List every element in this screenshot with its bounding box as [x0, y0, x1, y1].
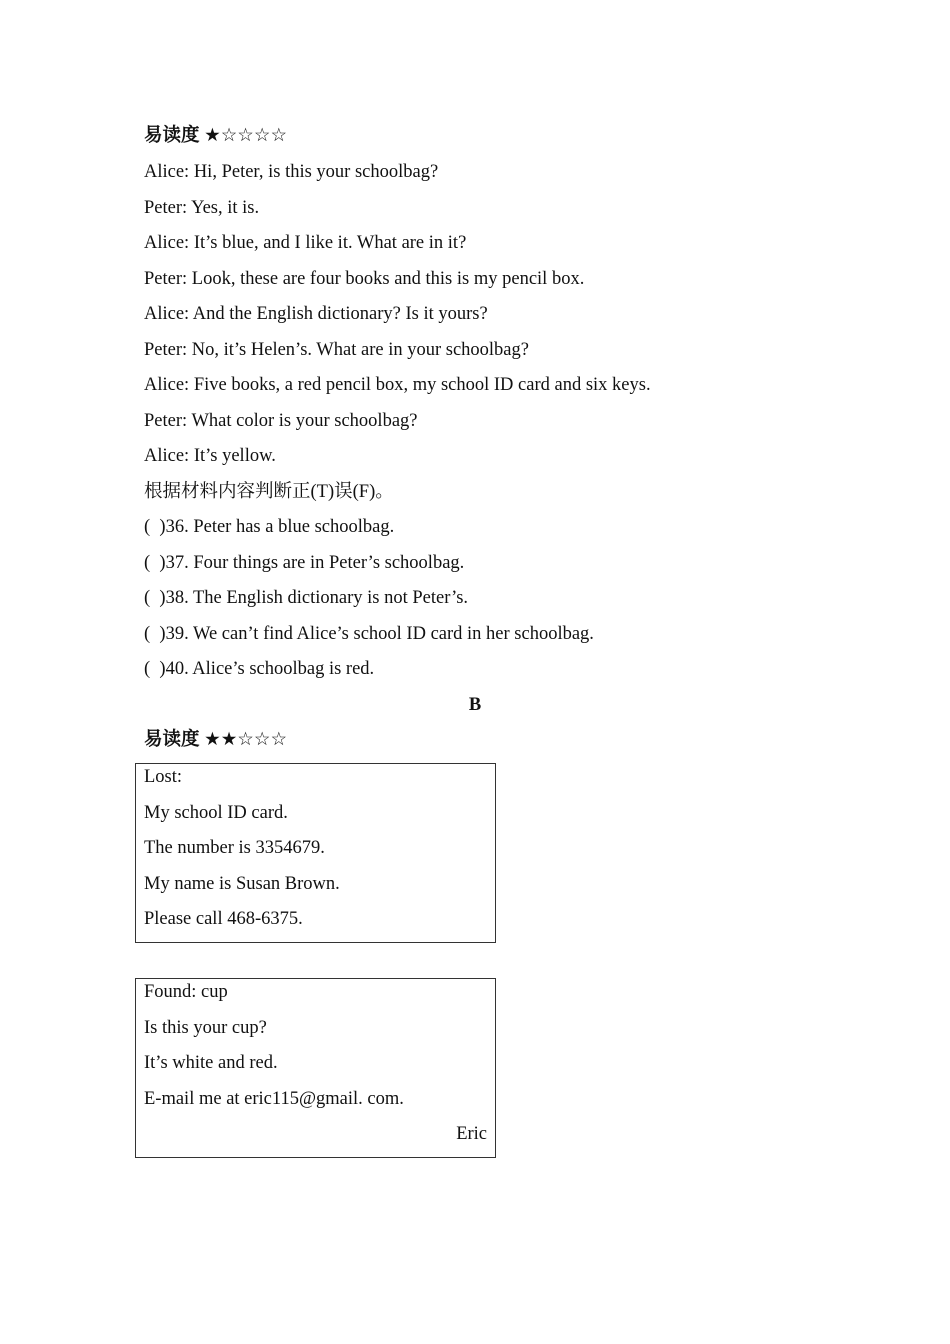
- difficulty-label: 易读度: [144, 730, 200, 750]
- answer-bracket[interactable]: ( ): [144, 659, 166, 679]
- section-letter-b: B: [468, 695, 482, 715]
- found-notice-line: Found: cup: [144, 982, 228, 1002]
- difficulty-heading-b: [144, 728, 287, 752]
- dialogue-line: Alice: And the English dictionary? Is it yours?: [144, 304, 488, 324]
- answer-bracket[interactable]: ( ): [144, 517, 166, 537]
- dialogue-line: Alice: It’s yellow.: [144, 446, 276, 466]
- difficulty-stars: ★☆☆☆☆: [204, 126, 288, 146]
- question-text: 39. We can’t find Alice’s school ID card in her schoolbag.: [165, 624, 594, 644]
- lost-notice-line: My name is Susan Brown.: [144, 874, 340, 894]
- question-text: 38. The English dictionary is not Peter’s.: [165, 588, 469, 608]
- lost-notice-line: Lost:: [144, 767, 183, 787]
- found-notice-signature: Eric: [456, 1124, 487, 1144]
- question-item: [144, 586, 468, 610]
- dialogue-line: Alice: Hi, Peter, is this your schoolbag?: [144, 162, 439, 182]
- dialogue-line: Alice: Five books, a red pencil box, my school ID card and six keys.: [144, 375, 651, 395]
- instruction-text: 根据材料内容判断正(T)误(F)。: [144, 482, 394, 502]
- question-text: 37. Four things are in Peter’s schoolbag.: [165, 553, 465, 573]
- difficulty-stars: ★★☆☆☆: [204, 730, 288, 750]
- question-text: 40. Alice’s schoolbag is red.: [165, 659, 375, 679]
- question-item: [144, 515, 394, 539]
- difficulty-heading-a: [144, 124, 287, 148]
- dialogue-line: Peter: What color is your schoolbag?: [144, 411, 418, 431]
- lost-notice-line: My school ID card.: [144, 803, 288, 823]
- question-item: [144, 551, 464, 575]
- dialogue-line: Peter: No, it’s Helen’s. What are in your schoolbag?: [144, 340, 529, 360]
- dialogue-line: Peter: Look, these are four books and this is my pencil box.: [144, 269, 585, 289]
- lost-notice-box: [135, 763, 496, 943]
- question-item: [144, 657, 374, 681]
- lost-notice-line: Please call 468-6375.: [144, 909, 303, 929]
- difficulty-label: 易读度: [144, 126, 200, 146]
- found-notice-line: E-mail me at eric115@gmail. com.: [144, 1089, 404, 1109]
- answer-bracket[interactable]: ( ): [144, 553, 166, 573]
- dialogue-line: Peter: Yes, it is.: [144, 198, 260, 218]
- answer-bracket[interactable]: ( ): [144, 624, 166, 644]
- answer-bracket[interactable]: ( ): [144, 588, 166, 608]
- found-notice-line: Is this your cup?: [144, 1018, 267, 1038]
- dialogue-line: Alice: It’s blue, and I like it. What are in it?: [144, 233, 467, 253]
- question-text: 36. Peter has a blue schoolbag.: [165, 517, 395, 537]
- found-notice-box: [135, 978, 496, 1158]
- found-notice-line: It’s white and red.: [144, 1053, 278, 1073]
- lost-notice-line: The number is 3354679.: [144, 838, 325, 858]
- question-item: [144, 622, 594, 646]
